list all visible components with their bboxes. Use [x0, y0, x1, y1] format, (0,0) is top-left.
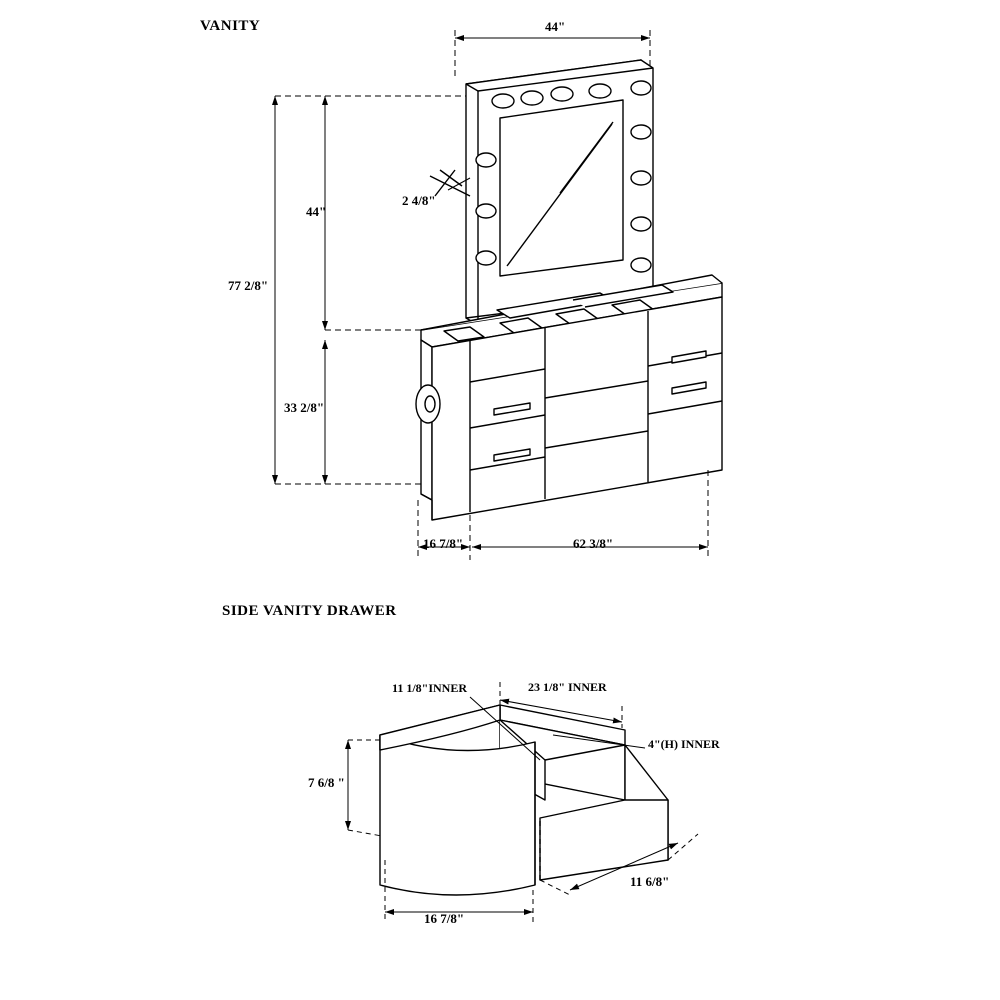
dimension-drawer-depth: 11 6/8" [630, 874, 670, 889]
dimension-mirror-height: 44" [306, 204, 327, 219]
dimension-bulb-size: 2 4/8" [402, 193, 436, 208]
dimension-drawer-inner-height: 4"(H) INNER [648, 737, 720, 751]
page-title-vanity: VANITY [200, 18, 261, 34]
dimension-dresser-width: 62 3/8" [573, 536, 614, 551]
dimension-drawer-inner-width: 11 1/8"INNER [392, 681, 468, 695]
dimension-drawer-front-width: 16 7/8" [424, 911, 465, 926]
dimension-mirror-width: 44" [545, 19, 566, 34]
dimension-dresser-depth: 16 7/8" [423, 536, 464, 551]
page-title-side-vanity-drawer: SIDE VANITY DRAWER [222, 603, 397, 619]
vanity-dresser-group [416, 275, 722, 520]
dimension-overall-height: 77 2/8" [228, 278, 269, 293]
vanity-mirror-group [430, 60, 653, 325]
dimension-drawer-inner-length: 23 1/8" INNER [528, 680, 607, 694]
dimension-drawer-front-height: 7 6/8 " [308, 775, 345, 790]
dimension-dresser-height: 33 2/8" [284, 400, 325, 415]
